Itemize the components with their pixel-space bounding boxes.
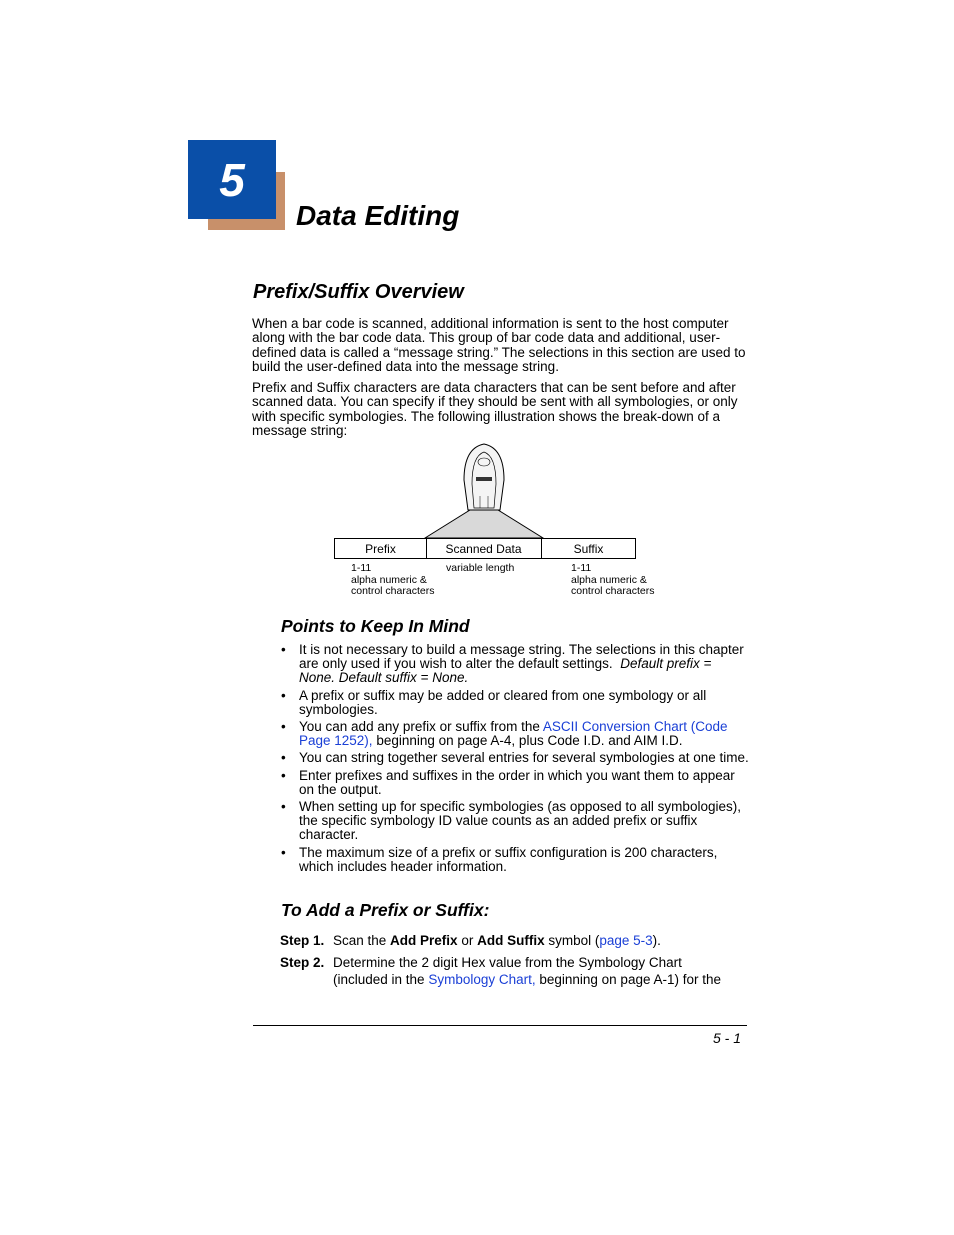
suffix-note: 1-11 alpha numeric & control characters bbox=[571, 562, 655, 597]
ascii-chart-link[interactable]: ASCII Conversion Chart (Code Page 1252), bbox=[299, 719, 728, 749]
symbology-chart-link[interactable]: Symbology Chart, bbox=[428, 972, 536, 987]
list-item: • You can string together several entries for several symbologies at one time. bbox=[281, 751, 749, 765]
list-item: • A prefix or suffix may be added or cleared from one symbology or all symbologies. bbox=[281, 689, 749, 717]
list-item: • Enter prefixes and suffixes in the order in which you want them to appear on the output. bbox=[281, 769, 749, 797]
list-item: • The maximum size of a prefix or suffix configuration is 200 characters, which includes header information. bbox=[281, 846, 749, 874]
prefix-note: 1-11 alpha numeric & control characters bbox=[351, 562, 435, 597]
step-1: Step 1. Scan the Add Prefix or Add Suffix symbol (page 5-3). bbox=[280, 933, 661, 948]
prefix-box: Prefix bbox=[334, 538, 427, 559]
points-list bbox=[281, 643, 749, 877]
section-heading: Prefix/Suffix Overview bbox=[253, 281, 464, 303]
step-2: Step 2. Determine the 2 digit Hex value from the Symbology Chart (included in the Symbology Chart, beginning on page A-1) for the bbox=[280, 955, 721, 987]
scanner-illustration bbox=[420, 440, 550, 540]
suffix-box: Suffix bbox=[541, 538, 636, 559]
list-item: • It is not necessary to build a message string. The selections in this chapter are only used if you wish to alter the default settings. Default prefix = None. Default suffix = None. bbox=[281, 643, 749, 686]
page-number: 5 - 1 bbox=[712, 1030, 741, 1046]
scanned-data-box: Scanned Data bbox=[426, 538, 542, 559]
list-item: • When setting up for specific symbologies (as opposed to all symbologies), the specific symbology ID value counts as an added prefix or suffix character. bbox=[281, 800, 749, 843]
chapter-number: 5 bbox=[219, 153, 245, 206]
data-note: variable length bbox=[446, 562, 515, 574]
intro-paragraph: When a bar code is scanned, additional information is sent to the host computer along with the bar code data. This group of bar code data and additional, user-defined data is called a “message string.” The selections in this section are used to build the user-defined data into the message string. bbox=[252, 316, 746, 374]
chapter-title: Data Editing bbox=[296, 200, 460, 231]
add-heading: To Add a Prefix or Suffix: bbox=[281, 900, 490, 920]
list-item: • You can add any prefix or suffix from the ASCII Conversion Chart (Code Page 1252), beginning on page A-4, plus Code I.D. and AIM I.D. bbox=[281, 720, 749, 748]
points-heading: Points to Keep In Mind bbox=[281, 616, 470, 636]
prefix-suffix-paragraph: Prefix and Suffix characters are data characters that can be sent before and after scanned data. You can specify if they should be sent with all symbologies, or only with specific symbologies. The following illustration shows the break-down of a message string: bbox=[252, 380, 738, 438]
page-5-3-link[interactable]: page 5-3 bbox=[599, 933, 653, 948]
footer-rule bbox=[253, 1025, 747, 1026]
